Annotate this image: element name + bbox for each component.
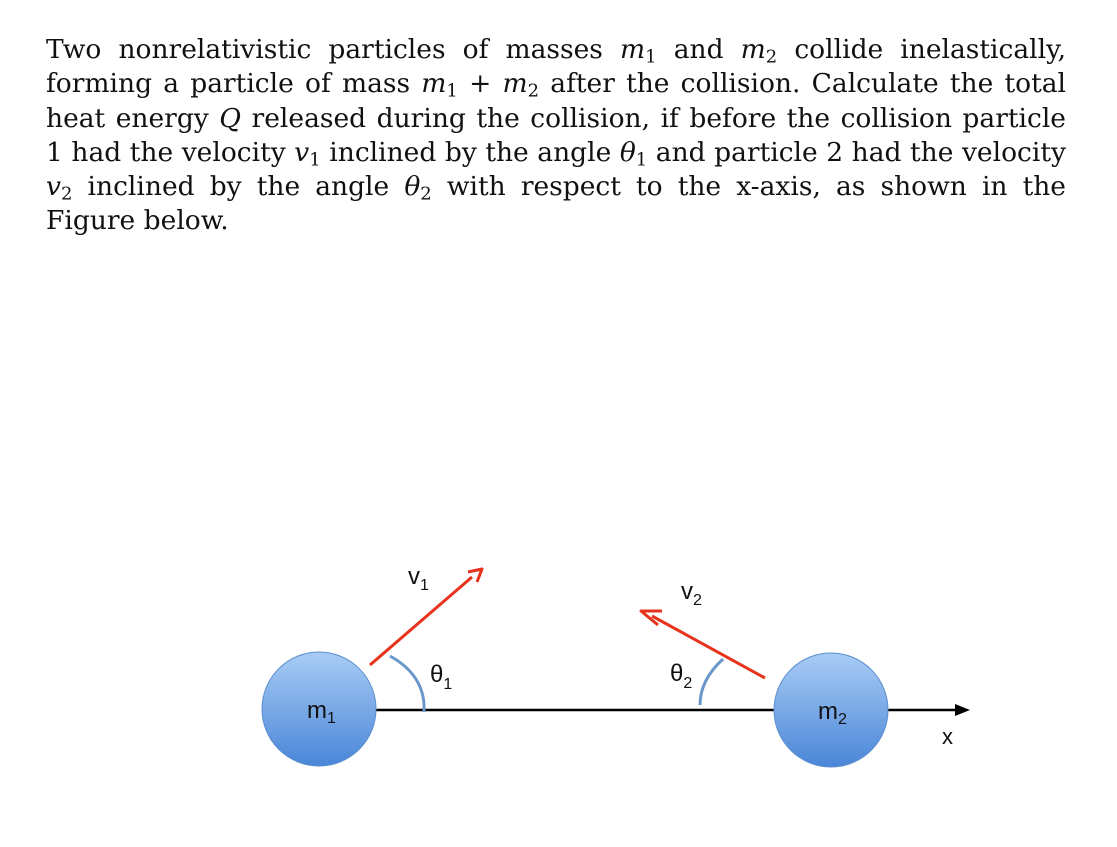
angle-theta1: θ	[619, 136, 636, 168]
mass-m2: m	[740, 34, 766, 65]
v2-label: $v_2$	[681, 578, 702, 609]
problem-statement: Two nonrelativistic particles of masses $m_1$ and $m_2$ collide inelastically, forming a particle of mass $m_1 + m_2$ after the collision. Calculate the total heat energy Q released during the collision, if before the collision particle 1 had the velocity $v_1$ inclined by the angle $\theta_1$ and particle 2 had the velocity $v_2$ inclined by the angle $\theta_2$ with respect to the x-axis, as shown in the Figure below.	[46, 34, 1066, 237]
angle-theta2: θ	[404, 171, 421, 203]
theta2-arc	[700, 659, 723, 705]
velocity-v1: v	[294, 136, 310, 168]
ball-m2-label: $m_2$	[818, 698, 847, 728]
velocity-v2: v	[46, 171, 61, 203]
v1-label: $v_1$	[408, 563, 429, 594]
ball-m1-label: $m_1$	[307, 697, 336, 727]
v2-arrow-shaft	[652, 616, 765, 678]
mass-m1: m	[620, 34, 646, 65]
theta2-label: $\theta_2$	[670, 660, 693, 692]
heat-q: Q	[219, 102, 242, 134]
x-axis-label: x	[942, 724, 953, 749]
sum-mass-m2: m	[502, 68, 528, 100]
x-axis-arrowhead	[955, 704, 970, 716]
theta1-label: $\theta_1$	[430, 661, 453, 693]
sum-mass-m1: m	[421, 68, 447, 100]
v2-arrowhead	[641, 611, 662, 625]
theta1-arc	[390, 656, 424, 712]
